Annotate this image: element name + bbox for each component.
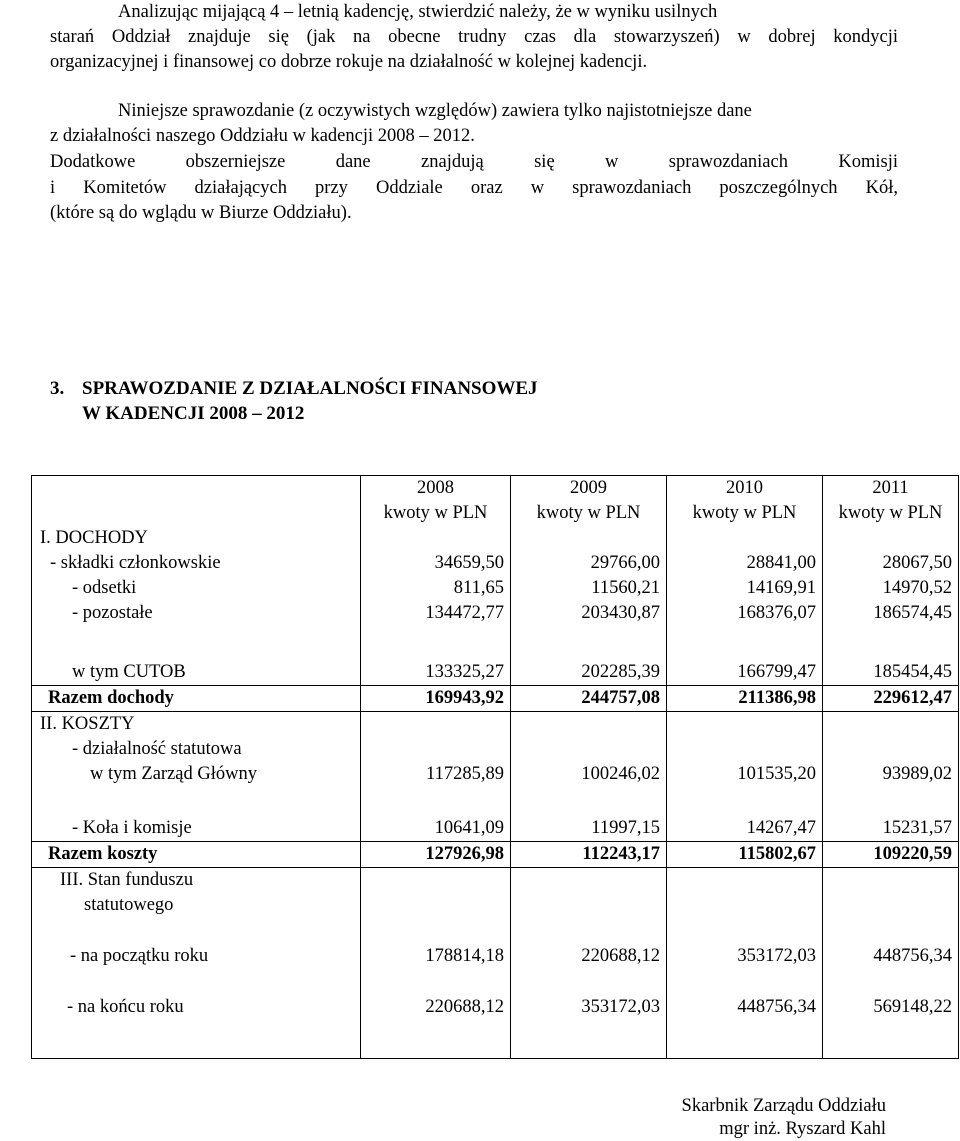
other-value: 203430,87 (581, 603, 660, 623)
fund-end-label: - na końcu roku (67, 997, 184, 1017)
header-year: 2010 (726, 478, 763, 498)
board-value: 117285,89 (426, 764, 504, 784)
cutob-value: 133325,27 (425, 662, 504, 682)
costs-total-label: Razem koszty (32, 842, 361, 868)
fund-col-2009 (511, 868, 667, 1059)
income-title: I. DOCHODY (40, 528, 148, 548)
income-total-label: Razem dochody (32, 686, 361, 712)
fund-labels (32, 868, 361, 1059)
circles-label: - Koła i komisje (72, 818, 192, 838)
income-total-value: 169943,92 (361, 686, 511, 712)
income-total-value: 244757,08 (511, 686, 667, 712)
statutory-label: - działalność statutowa (72, 739, 242, 759)
cutob-value: 166799,47 (737, 662, 816, 682)
intro-p1-line2: starań Oddział znajduje się (jak na obecne trudny czas dla stowarzyszeń) w dobrej kondycji (50, 27, 898, 47)
fund-end-value: 448756,34 (737, 997, 816, 1017)
fund-start-value: 448756,34 (873, 946, 952, 966)
board-label: w tym Zarząd Główny (90, 764, 257, 784)
circles-value: 10641,09 (434, 818, 504, 838)
membership-value: 28841,00 (746, 553, 816, 573)
membership-value: 29766,00 (590, 553, 660, 573)
header-unit: kwoty w PLN (536, 503, 641, 523)
circles-value: 11997,15 (591, 818, 660, 838)
income-total-row (32, 686, 959, 712)
interest-label: - odsetki (72, 578, 137, 598)
section-title-line2: W KADENCJI 2008 – 2012 (82, 403, 305, 424)
costs-total-value: 115802,67 (667, 842, 823, 868)
col-2011 (823, 476, 959, 686)
intro-p2-line1: Niniejsze sprawozdanie (z oczywistych względów) zawiera tylko najistotniejsze dane (118, 101, 752, 121)
financial-table (31, 475, 959, 1059)
income-total-value: 229612,47 (823, 686, 959, 712)
income-total-value: 211386,98 (667, 686, 823, 712)
col-2010 (667, 476, 823, 686)
other-value: 168376,07 (737, 603, 816, 623)
fund-end-value: 220688,12 (425, 997, 504, 1017)
header-year: 2009 (570, 478, 607, 498)
income-labels (32, 476, 361, 686)
income-block (32, 476, 959, 686)
intro-p3-line2: i Komitetów działających przy Oddziale oraz w sprawozdaniach poszczególnych Kół, (50, 178, 898, 198)
intro-p3-line1: Dodatkowe obszerniejsze dane znajdują się w sprawozdaniach Komisji (50, 152, 898, 172)
signature-name: mgr inż. Ryszard Kahl (719, 1119, 886, 1139)
board-value: 101535,20 (737, 764, 816, 784)
fund-title-line1: III. Stan funduszu (60, 870, 194, 890)
header-year: 2011 (872, 478, 909, 498)
cutob-value: 202285,39 (581, 662, 660, 682)
fund-block (32, 868, 959, 1059)
costs-col-2011 (823, 712, 959, 842)
section-heading (50, 377, 538, 401)
cutob-value: 185454,45 (873, 662, 952, 682)
costs-block (32, 712, 959, 842)
costs-col-2009 (511, 712, 667, 842)
costs-total-value: 112243,17 (511, 842, 667, 868)
other-value: 186574,45 (873, 603, 952, 623)
membership-value: 28067,50 (882, 553, 952, 573)
interest-value: 811,65 (453, 578, 504, 598)
header-unit: kwoty w PLN (692, 503, 797, 523)
costs-total-value: 127926,98 (361, 842, 511, 868)
fund-start-value: 220688,12 (581, 946, 660, 966)
signature-role: Skarbnik Zarządu Oddziału (681, 1096, 886, 1116)
col-2009 (511, 476, 667, 686)
intro-p3-line3: (które są do wglądu w Biurze Oddziału). (50, 203, 352, 223)
fund-start-value: 353172,03 (737, 946, 816, 966)
fund-col-2011 (823, 868, 959, 1059)
fund-end-value: 569148,22 (873, 997, 952, 1017)
circles-value: 15231,57 (882, 818, 952, 838)
section-number: 3. (50, 378, 65, 399)
fund-col-2008 (361, 868, 511, 1059)
section-title-line1: SPRAWOZDANIE Z DZIAŁALNOŚCI FINANSOWEJ (82, 378, 538, 399)
intro-p2-line2: z działalności naszego Oddziału w kadencji 2008 – 2012. (50, 126, 475, 146)
other-label: - pozostałe (72, 603, 153, 623)
board-value: 100246,02 (581, 764, 660, 784)
costs-total-row (32, 842, 959, 868)
fund-end-value: 353172,03 (581, 997, 660, 1017)
membership-label: - składki członkowskie (50, 553, 221, 573)
interest-value: 14970,52 (882, 578, 952, 598)
intro-p1-line3: organizacyjnej i finansowej co dobrze rokuje na działalność w kolejnej kadencji. (50, 52, 648, 72)
circles-value: 14267,47 (746, 818, 816, 838)
costs-col-2010 (667, 712, 823, 842)
costs-labels (32, 712, 361, 842)
header-unit: kwoty w PLN (838, 503, 943, 523)
intro-p1-line1: Analizując mijającą 4 – letnią kadencję, stwierdzić należy, że w wyniku usilnych (118, 2, 718, 22)
interest-value: 11560,21 (591, 578, 660, 598)
fund-start-label: - na początku roku (70, 946, 209, 966)
header-year: 2008 (417, 478, 454, 498)
interest-value: 14169,91 (746, 578, 816, 598)
costs-col-2008 (361, 712, 511, 842)
membership-value: 34659,50 (434, 553, 504, 573)
fund-col-2010 (667, 868, 823, 1059)
header-unit: kwoty w PLN (383, 503, 488, 523)
costs-title: II. KOSZTY (40, 714, 135, 734)
cutob-label: w tym CUTOB (72, 662, 186, 682)
fund-title-line2: statutowego (84, 895, 174, 915)
costs-total-value: 109220,59 (823, 842, 959, 868)
board-value: 93989,02 (882, 764, 952, 784)
col-2008 (361, 476, 511, 686)
fund-start-value: 178814,18 (425, 946, 504, 966)
other-value: 134472,77 (425, 603, 504, 623)
